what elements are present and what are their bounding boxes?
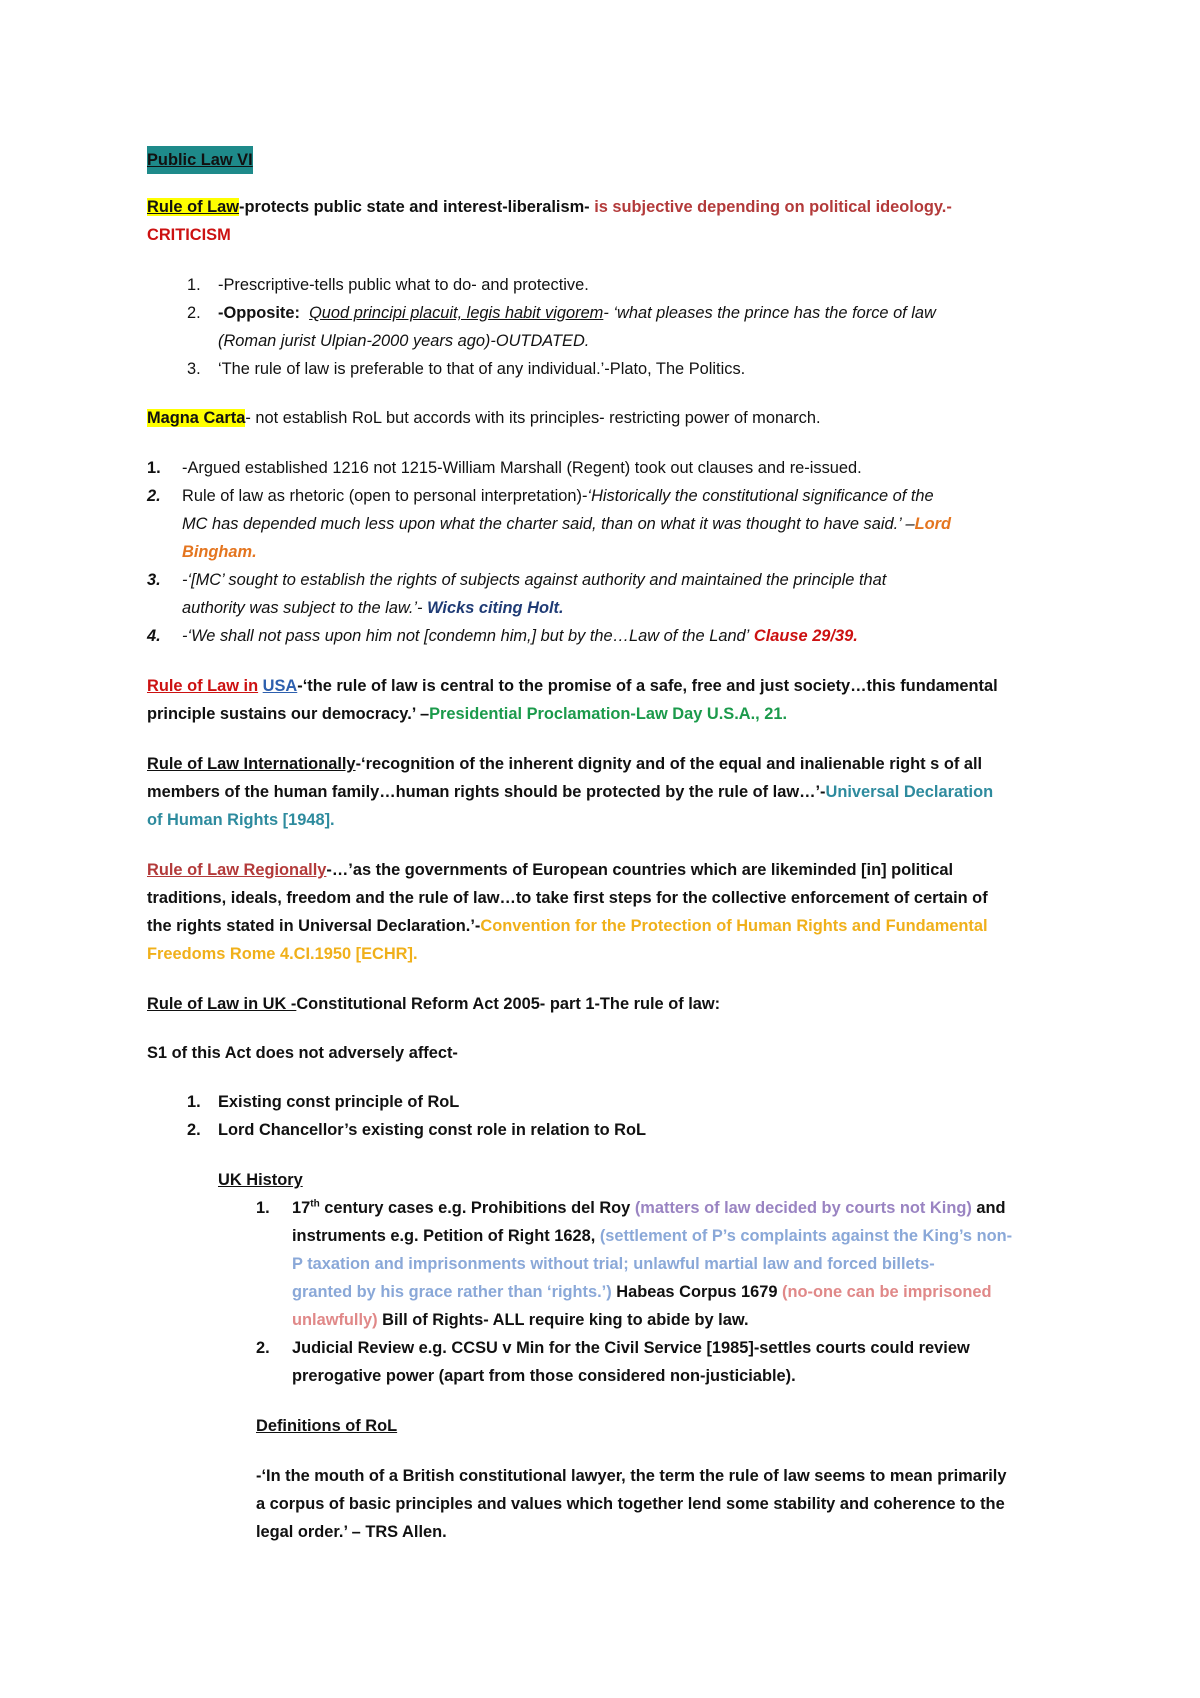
list-item: 17th century cases e.g. Prohibitions del Roy (matters of law decided by courts not King) and bbox=[292, 1198, 1006, 1217]
s1-text: S1 of this Act does not adversely affect- bbox=[147, 1044, 458, 1062]
list-item: Rule of law as rhetoric (open to personal interpretation)-‘Historically the constitutional significance of the bbox=[182, 487, 934, 505]
document-page: Public Law VI Rule of Law-protects public state and interest-liberalism- is subjective depending on political ideology.- CRITICISM 1. -Prescriptive-tells public what to do- and protective. 2. -Opposite: Quod principi placuit, legis habit vigorem- ‘what pleases the prince has the force of law (Roman jurist Ulpian-2000 years ago)-OUTDATED. 3. ‘The rule of law is preferable to that of any individual.’-Plato, The Politics. Magna Carta- not establish RoL but accords with its principles- restricting power of monarch. 1. -Argued established 1216 not 1215-William Marshall (Regent) took out clauses and re-issued. 2. Rule of law as rhetoric (open to personal interpretation)-‘Historically the constitutional significance of the MC has depended much less upon what the charter said, than on what it was thought to have said.’ –Lord Bingham. 3. -‘[MC’ sought to establish the rights of subjects against authority and maintained the principle that authority was subject to the law.’- Wicks citing Holt. 4. -‘We shall not pass upon him not [condemn him,] but by the…Law of the Land’ Clause 29/39. Rule of Law in USA-‘the rule of law is central to the promise of a safe, free and just society…this fundamental principle sustains our democracy.’ –Presidential Proclamation-Law Day U.S.A., 21. Rule of Law Internationally-‘recognition of the inherent dignity and of the equal and inalienable right s of all members of the human family…human rights should be protected by the rule of law…’-Universal Declaration of Human Rights [1948]. Rule of Law Regionally-…’as the governments of European countries which are likeminded [in] political traditions, ideals, freedom and the rule of law…to take first steps for the collective enforcement of certain of the rights stated in Universal Declaration.’-Convention for the Protection of Human Rights and Fundamental Freedoms Rome 4.CI.1950 [ECHR]. Rule of Law in UK -Constitutional Reform Act 2005- part 1-The rule of law: S1 of this Act does not adversely affect- 1. Existing const principle of RoL 2. Lord Chancellor’s existing const role in relation to RoL UK History 1. 17th century cases e.g. Prohibitions del Roy (matters of law decided by courts not King) and instruments e.g. Petition of Right 1628, (settlement of P’s complaints against the King’s non- P taxation and imprisonments without trial; unlawful martial law and forced billets- granted by his grace rather than ‘rights.’) Habeas Corpus 1679 (no-one can be imprisoned unlawfully) Bill of Rights- ALL require king to abide by law. 2. Judicial Review e.g. CCSU v Min for the Civil Service [1985]-settles courts could review prerogative power (apart from those considered non-justiciable). Definitions of RoL -‘In the mouth of a British constitutional lawyer, the term the rule of law seems to mean primarily a corpus of basic principles and values which together lend some stability and coherence to the legal order.’ – TRS Allen. bbox=[0, 0, 1200, 1698]
list-item: -‘[MC’ sought to establish the rights of subjects against authority and maintained the principle that bbox=[182, 571, 887, 589]
usa-paragraph: Rule of Law in USA-‘the rule of law is central to the promise of a safe, free and just society…this fundamental bbox=[147, 677, 998, 695]
list-item: -Prescriptive-tells public what to do- and protective. bbox=[218, 276, 589, 294]
page-title: Public Law VI bbox=[147, 146, 253, 174]
magna-carta-label: Magna Carta bbox=[147, 409, 246, 427]
magna-carta-paragraph: Magna Carta- not establish RoL but accords with its principles- restricting power of monarch. bbox=[147, 409, 821, 427]
list-item: Lord Chancellor’s existing const role in relation to RoL bbox=[218, 1121, 647, 1139]
criticism-label: CRITICISM bbox=[147, 226, 231, 244]
regional-paragraph: Rule of Law Regionally-…’as the governments of European countries which are likeminded [in] political bbox=[147, 861, 954, 879]
list-item: -Opposite: Quod principi placuit, legis habit vigorem- ‘what pleases the prince has the force of law bbox=[218, 304, 936, 322]
list-item: ‘The rule of law is preferable to that of any individual.’-Plato, The Politics. bbox=[218, 360, 746, 378]
uk-paragraph: Rule of Law in UK -Constitutional Reform Act 2005- part 1-The rule of law: bbox=[147, 995, 721, 1013]
list-item: -‘We shall not pass upon him not [condemn him,] but by the…Law of the Land’ Clause 29/39. bbox=[182, 627, 858, 645]
definitions-heading: Definitions of RoL bbox=[256, 1417, 398, 1435]
list-item: -Argued established 1216 not 1215-William Marshall (Regent) took out clauses and re-issued. bbox=[182, 459, 862, 477]
rule-of-law-paragraph: Rule of Law-protects public state and interest-liberalism- is subjective depending on political ideology.- bbox=[147, 198, 952, 216]
latin-maxim: Quod principi placuit, legis habit vigorem bbox=[309, 304, 604, 322]
list-item: Judicial Review e.g. CCSU v Min for the Civil Service [1985]-settles courts could review bbox=[292, 1339, 970, 1357]
uk-history-heading: UK History bbox=[218, 1171, 303, 1189]
rule-of-law-label: Rule of Law bbox=[147, 198, 239, 216]
list-item: Existing const principle of RoL bbox=[218, 1093, 460, 1111]
international-paragraph: Rule of Law Internationally-‘recognition of the inherent dignity and of the equal and inalienable right s of all bbox=[147, 755, 983, 773]
definition-quote: -‘In the mouth of a British constitutional lawyer, the term the rule of law seems to mean primarily bbox=[256, 1467, 1007, 1485]
